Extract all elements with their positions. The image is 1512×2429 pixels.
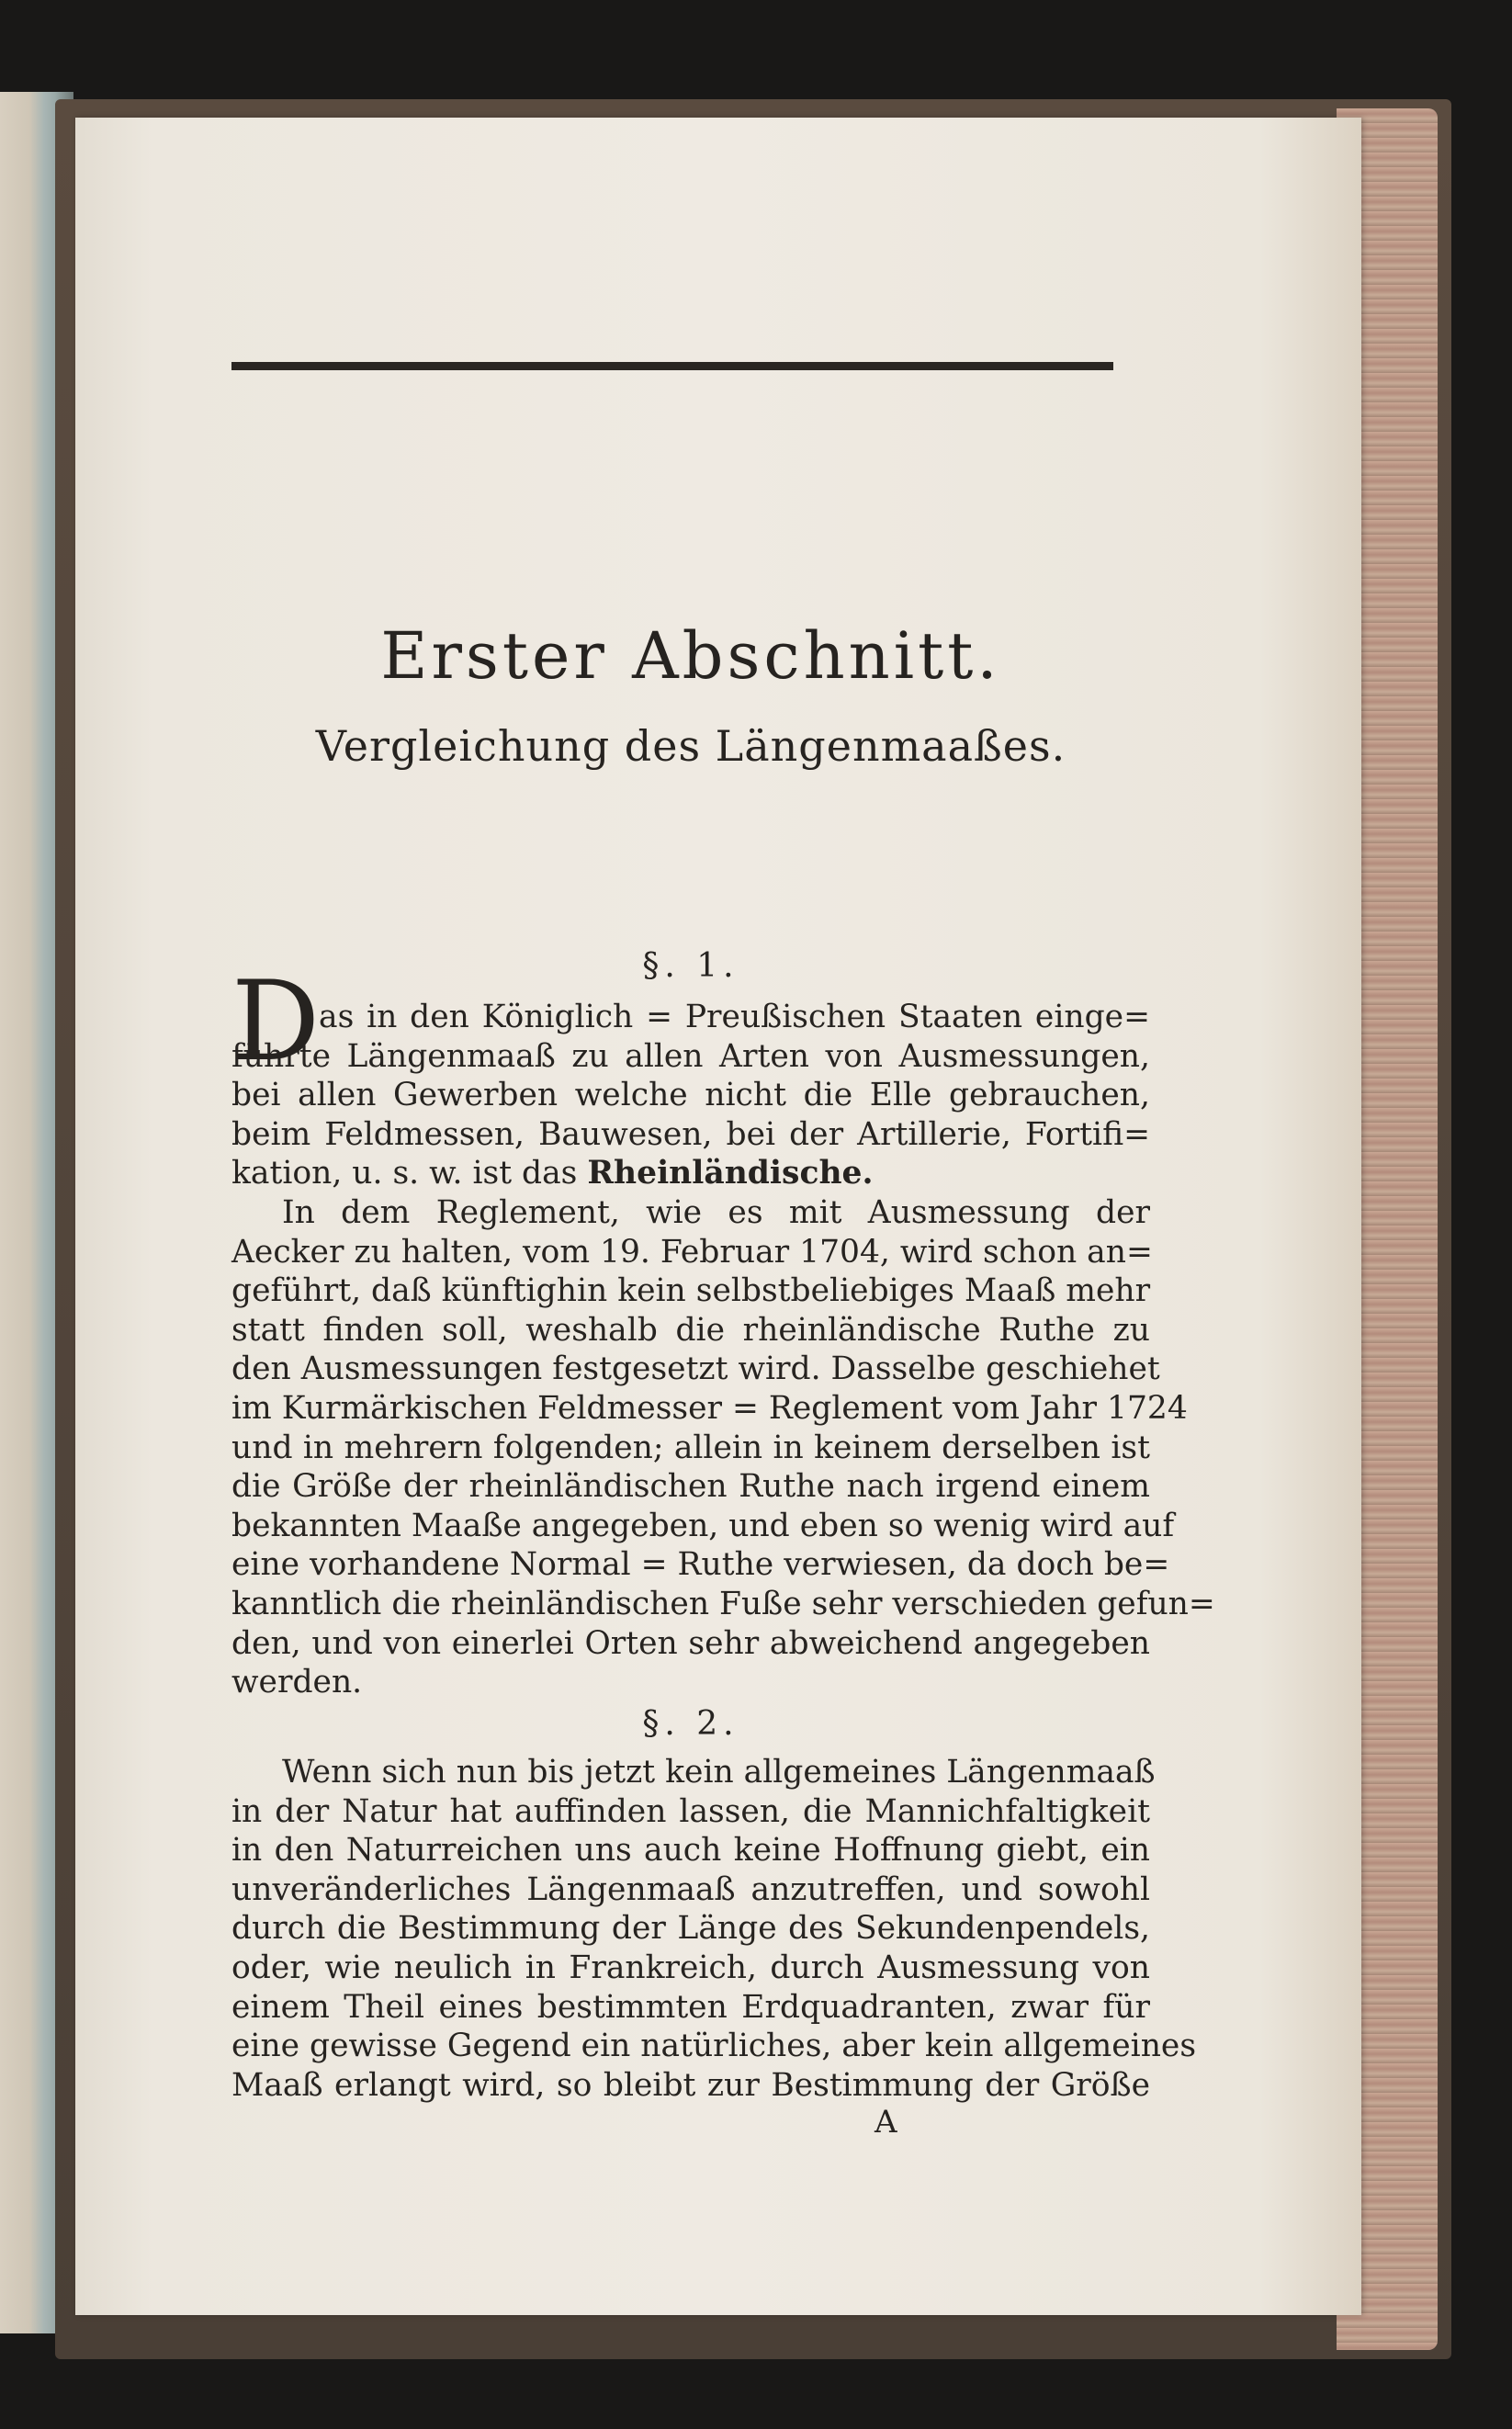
text-line: einem Theil eines bestimmten Erdquadranten, zwar für — [231, 1988, 1150, 2026]
text-line: unveränderliches Längenmaaß anzutreffen, und sowohl — [231, 1870, 1150, 1908]
text-line: und in mehrern folgenden; allein in keinem derselben ist — [231, 1429, 1150, 1466]
text-line: kation, u. s. w. ist das — [231, 1155, 578, 1192]
text-line: statt finden soll, weshalb die rheinländische Ruthe zu — [231, 1311, 1150, 1349]
paragraph-mark-1: §. 1. — [642, 947, 739, 985]
text-line: Maaß erlangt wird, so bleibt zur Bestimmung der Größe — [231, 2066, 1150, 2104]
text-line-with-emphasis — [231, 1154, 1150, 1193]
text-line: den Ausmessungen festgesetzt wird. Dasselbe geschiehet — [231, 1350, 1160, 1388]
header-rule — [231, 362, 1113, 370]
paragraph-mark-2: §. 2. — [642, 1705, 739, 1743]
book-page — [75, 118, 1361, 2315]
section-subtitle: Vergleichung des Längenmaaßes. — [315, 721, 1066, 771]
text-line: werden. — [231, 1664, 363, 1701]
paragraph-1 — [231, 998, 1215, 1702]
text-line: in den Naturreichen uns auch keine Hoffnung giebt, ein — [231, 1832, 1150, 1870]
text-line: In dem Reglement, wie es mit Ausmessung der — [282, 1193, 1150, 1231]
text-line: Wenn sich nun bis jetzt kein allgemeines Längenmaaß — [282, 1754, 1156, 1791]
text-line: die Größe der rheinländischen Ruthe nach irgend einem — [231, 1468, 1150, 1506]
text-line: Aecker zu halten, vom 19. Februar 1704, wird schon an= — [231, 1233, 1153, 1271]
text-line: in der Natur hat auffinden lassen, die Mannichfaltigkeit — [231, 1792, 1150, 1830]
text-line: durch die Bestimmung der Länge des Sekundenpendels, — [231, 1910, 1150, 1948]
text-line: beim Feldmessen, Bauwesen, bei der Artillerie, Fortifi= — [231, 1115, 1150, 1153]
catchword: A — [874, 2104, 897, 2141]
text-line: eine vorhandene Normal = Ruthe verwiesen, da doch be= — [231, 1546, 1170, 1584]
drop-cap: D — [231, 958, 321, 1086]
text-line: führte Längenmaaß zu allen Arten von Ausmessungen, — [231, 1037, 1150, 1075]
text-line: geführt, daß künftighin kein selbstbeliebiges Maaß mehr — [231, 1272, 1151, 1310]
paragraph-2 — [231, 1753, 1197, 2105]
text-line: bei allen Gewerben welche nicht die Elle gebrauchen, — [231, 1077, 1150, 1114]
text-line: kanntlich die rheinländischen Fuße sehr verschieden gefun= — [231, 1585, 1215, 1622]
text-line: eine gewisse Gegend ein natürliches, aber kein allgemeines — [231, 2028, 1197, 2065]
text-line: bekannten Maaße angegeben, und eben so wenig wird auf — [231, 1507, 1175, 1544]
text-line: oder, wie neulich in Frankreich, durch Ausmessung von — [231, 1949, 1150, 1986]
text-line: as in den Königlich = Preußischen Staaten einge= — [319, 999, 1150, 1035]
text-line: im Kurmärkischen Feldmesser = Reglement vom Jahr 1724 — [231, 1389, 1188, 1427]
text-line: den, und von einerlei Orten sehr abweichend angegeben — [231, 1624, 1150, 1662]
emphasis-word: Rheinländische. — [587, 1155, 874, 1192]
section-title: Erster Abschnitt. — [380, 618, 1001, 694]
